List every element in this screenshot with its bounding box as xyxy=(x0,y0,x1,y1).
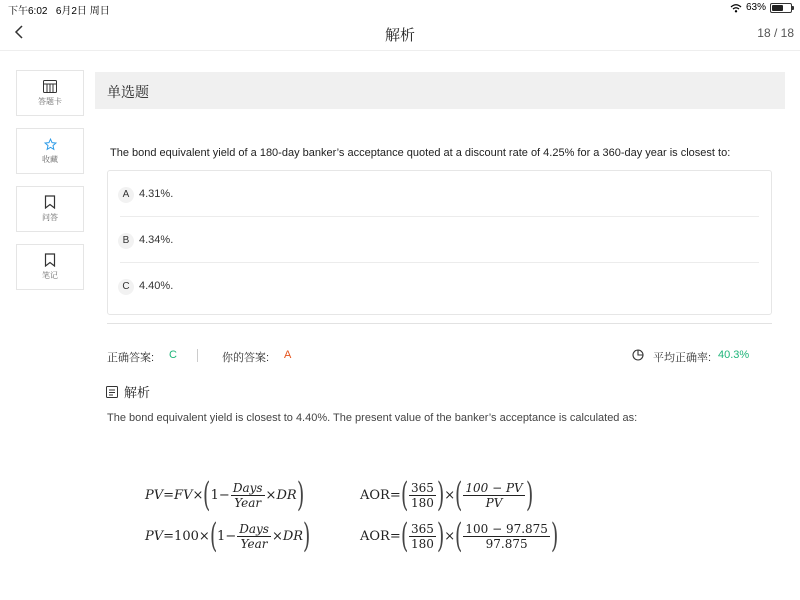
formula-fraction xyxy=(409,522,436,551)
formula-term: × xyxy=(192,487,204,503)
formula-paren: ) xyxy=(296,475,304,515)
fraction-numerator: 100 − 97.875 xyxy=(465,521,548,536)
fraction-denominator: 180 xyxy=(411,495,434,510)
formula-fraction xyxy=(463,522,550,551)
formula-paren: ) xyxy=(436,516,445,556)
formula-aor-general xyxy=(360,475,533,515)
formula-fraction xyxy=(231,481,265,510)
formula-term: 100 xyxy=(174,528,199,544)
formula-term: = xyxy=(163,528,175,544)
status-date: 6月2日 周日 xyxy=(55,6,110,17)
question-type-bar xyxy=(95,72,785,109)
formula-paren: ( xyxy=(455,475,463,515)
page-counter: 18 / 18 xyxy=(757,26,794,40)
formula-term: 1 xyxy=(217,528,226,544)
formula-term: 1 xyxy=(210,487,219,503)
avg-accuracy-label: 平均正确率: xyxy=(653,352,712,364)
fraction-denominator: 180 xyxy=(411,536,434,551)
formula-fraction xyxy=(237,522,271,551)
formula-term: AOR xyxy=(360,528,390,544)
fraction-numerator: 365 xyxy=(411,521,434,536)
avg-accuracy-value: 40.3% xyxy=(718,349,750,361)
fraction-denominator: PV xyxy=(485,495,503,510)
formula-term: FV xyxy=(174,487,193,503)
correct-answer-label: 正确答案: xyxy=(107,352,155,364)
pie-chart-icon xyxy=(632,349,644,361)
answer-card-button[interactable] xyxy=(16,70,84,116)
notes-label: 笔记 xyxy=(42,271,58,280)
section-divider xyxy=(107,323,772,324)
favorite-button[interactable] xyxy=(16,128,84,174)
favorite-label: 收藏 xyxy=(42,154,58,164)
answer-separator xyxy=(197,349,198,362)
status-time: 下午6:02 xyxy=(8,6,48,17)
option-letter: C xyxy=(118,279,134,295)
option-c[interactable] xyxy=(108,263,771,309)
formula-term: PV xyxy=(145,528,164,544)
answer-card-label: 答题卡 xyxy=(38,96,62,106)
formula-term: × xyxy=(444,487,456,503)
fraction-numerator: 100 − PV xyxy=(465,480,523,495)
wifi-icon xyxy=(730,3,742,13)
formula-term: = xyxy=(163,487,175,503)
option-text: 4.40%. xyxy=(139,280,174,292)
formula-paren: ) xyxy=(303,516,311,556)
battery-fill xyxy=(772,5,783,11)
formula-term: = xyxy=(389,487,401,503)
notes-button[interactable] xyxy=(16,244,84,290)
option-letter: B xyxy=(118,233,134,249)
formula-paren: ( xyxy=(455,516,463,556)
fraction-numerator: Days xyxy=(232,480,263,495)
your-answer-value: A xyxy=(284,349,292,361)
nav-bar xyxy=(0,16,800,51)
formula-term: × xyxy=(265,487,277,503)
formula-paren: ( xyxy=(203,475,211,515)
formula-term: − xyxy=(218,487,230,503)
formula-pv-general xyxy=(145,475,304,515)
formula-pv-numeric xyxy=(145,516,311,556)
formula-fraction xyxy=(463,481,524,510)
formula-paren: ) xyxy=(436,475,445,515)
page-title: 解析 xyxy=(384,27,415,44)
formula-term: PV xyxy=(145,487,164,503)
formula-paren: ) xyxy=(525,475,533,515)
status-time-date xyxy=(8,2,110,17)
fraction-denominator: 97.875 xyxy=(485,536,528,551)
answer-card-icon xyxy=(43,80,57,93)
fraction-denominator: Year xyxy=(234,495,262,510)
formula-term: × xyxy=(271,528,283,544)
your-answer-label: 你的答案: xyxy=(222,352,270,364)
option-text: 4.31%. xyxy=(139,188,174,200)
fraction-denominator: Year xyxy=(240,536,268,551)
qa-label: 问答 xyxy=(42,213,58,222)
formula-paren: ) xyxy=(550,516,559,556)
star-icon xyxy=(44,138,57,151)
analysis-header xyxy=(106,382,150,401)
battery-percent: 63% xyxy=(745,2,766,13)
formula-paren: ( xyxy=(400,475,409,515)
formula-paren: ( xyxy=(209,516,218,556)
option-a[interactable] xyxy=(108,171,771,217)
question-type: 单选题 xyxy=(107,84,149,100)
fraction-numerator: Days xyxy=(239,521,269,536)
formula-term: × xyxy=(198,528,210,544)
fraction-numerator: 365 xyxy=(411,480,434,495)
options-list xyxy=(107,170,772,315)
formula-term: AOR xyxy=(360,487,390,503)
formula-paren: ( xyxy=(400,516,409,556)
battery-icon xyxy=(770,3,792,13)
formula-term: × xyxy=(444,528,456,544)
formula-term: DR xyxy=(276,487,297,503)
document-icon xyxy=(106,386,118,398)
formula-term: − xyxy=(225,528,237,544)
qa-button[interactable] xyxy=(16,186,84,232)
formula-term: DR xyxy=(282,528,304,544)
analysis-title: 解析 xyxy=(124,385,151,400)
status-indicators xyxy=(730,2,792,13)
option-letter: A xyxy=(118,187,134,203)
formula-term: = xyxy=(389,528,401,544)
option-b[interactable] xyxy=(108,217,771,263)
option-text: 4.34%. xyxy=(139,234,174,246)
bookmark-icon xyxy=(44,195,56,209)
analysis-text: The bond equivalent yield is closest to 4.40%. The present value of the banker’s acceptance is calculated as: xyxy=(107,412,638,424)
formula-aor-numeric xyxy=(360,516,559,556)
formula-fraction xyxy=(409,481,436,510)
correct-answer-value: C xyxy=(169,349,177,361)
question-text: The bond equivalent yield of a 180-day banker’s acceptance quoted at a discount rate of 4.25% for a 360-day year is closest to: xyxy=(110,147,731,159)
bookmark-icon xyxy=(44,253,56,267)
